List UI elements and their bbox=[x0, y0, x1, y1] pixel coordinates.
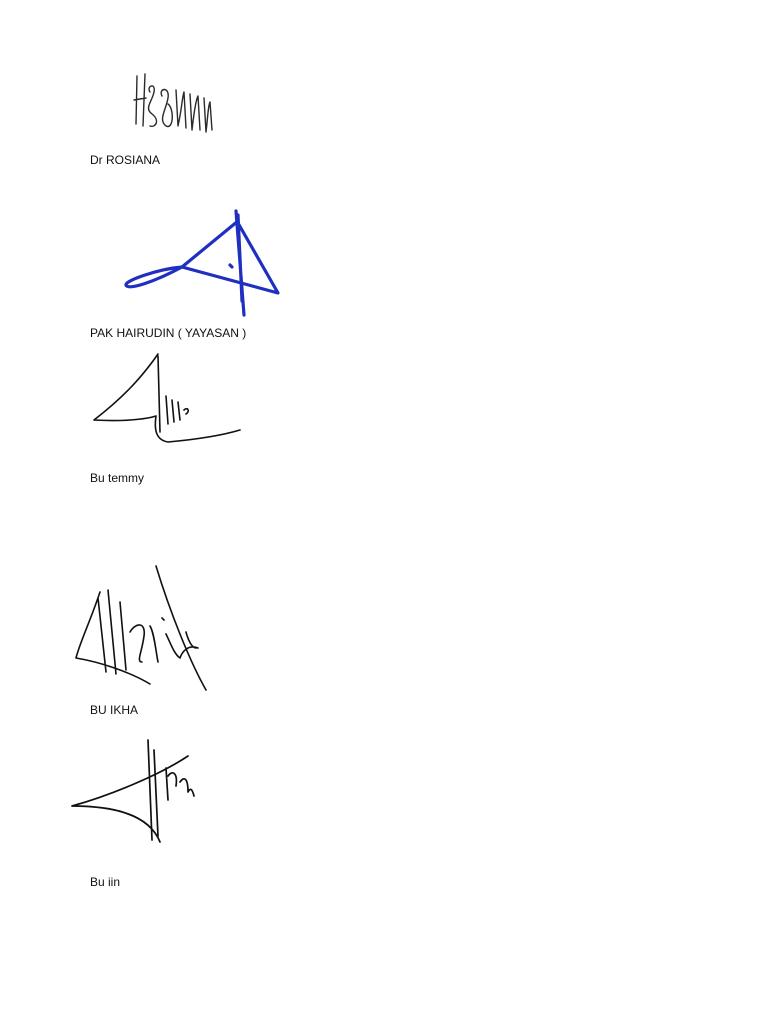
signature-iin bbox=[68, 736, 198, 848]
signer-name-temmy: Bu temmy bbox=[90, 471, 145, 485]
signer-name-ikha: BU IKHA bbox=[90, 703, 139, 717]
signer-name-hairudin: PAK HAIRUDIN ( YAYASAN ) bbox=[90, 326, 247, 340]
signer-name-iin: Bu iin bbox=[90, 875, 121, 889]
signature-ikha bbox=[70, 562, 215, 697]
signer-name-rosiana: Dr ROSIANA bbox=[90, 153, 161, 167]
signature-rosiana bbox=[128, 68, 218, 140]
signature-hairudin bbox=[118, 205, 290, 320]
signature-temmy bbox=[90, 350, 250, 450]
